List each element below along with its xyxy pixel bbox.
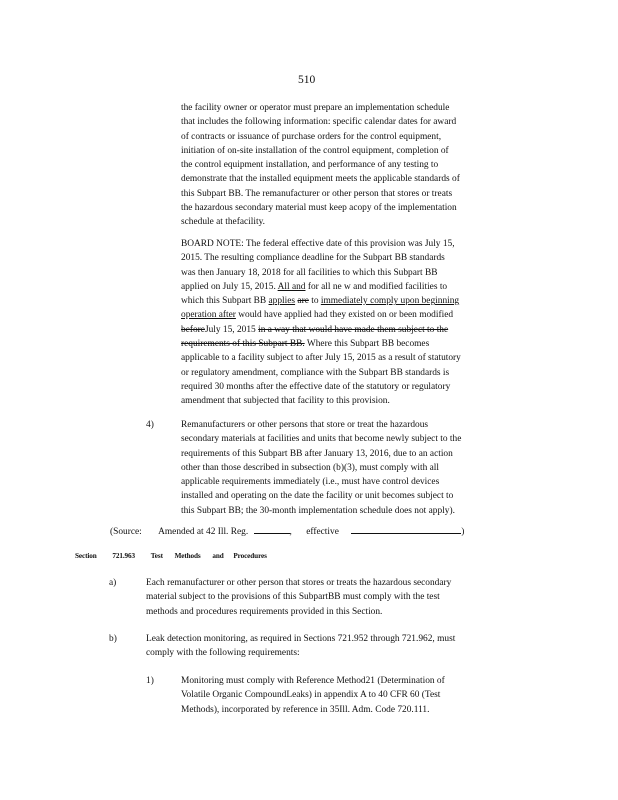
page-number: 510: [298, 74, 316, 86]
text-line: that includes the following information: specific calendar dates for award: [181, 117, 457, 128]
source-prefix: (Source:: [110, 527, 142, 537]
inserted-text: operation after: [181, 310, 236, 321]
text-line: Methods), incorporated by reference in 35Ill. Adm. Code 720.111.: [181, 704, 430, 715]
source-note: [110, 524, 464, 537]
source-close: ): [461, 527, 465, 537]
section-label: Section: [75, 552, 97, 560]
section-title-word: and: [212, 552, 224, 560]
text-line: BOARD NOTE: The federal effective date of this provision was July 15,: [181, 239, 455, 249]
text-line: schedule at thefacility.: [181, 217, 265, 228]
text-span: July 15, 2015: [204, 324, 256, 335]
section-title-word: Test: [150, 552, 163, 560]
text-line: applicable to a facility subject to after July 15, 2015 as a result of statutory: [181, 353, 461, 364]
text-line: this Subpart BB. The remanufacturer or other person that stores or treats: [181, 188, 453, 199]
source-comma: ,: [289, 527, 292, 537]
text-line: secondary materials at facilities and units that become newly subject to the: [181, 434, 462, 445]
text-line: this Subpart BB; the 30-month implementation schedule does not apply).: [181, 505, 455, 516]
text-line: Each remanufacturer or other person that stores or treats the hazardous secondary: [146, 578, 452, 588]
inserted-text: All and: [277, 281, 306, 292]
text-line: material subject to the provisions of this SubpartBB must comply with the test: [146, 592, 440, 603]
text-line: the hazardous secondary material must keep acopy of the implementation: [181, 203, 457, 214]
text-span: Where this Subpart BB becomes: [306, 339, 430, 350]
effective-date-blank: [351, 524, 461, 534]
section-number: 721.963: [112, 552, 136, 560]
section-title-word: Methods: [174, 552, 201, 560]
deleted-text: requirements of this Subpart BB.: [181, 339, 305, 350]
register-blank: [254, 524, 290, 534]
deleted-text: in a way that would have made them subject to the: [258, 324, 449, 335]
list-marker-b: b): [109, 634, 117, 644]
item-a-paragraph: [146, 576, 540, 619]
text-line: the facility owner or operator must prepare an implementation schedule: [181, 103, 450, 113]
text-line: applicable requirements immediately (i.e., must have control devices: [181, 477, 440, 488]
text-line: [181, 308, 541, 322]
text-line: [181, 294, 541, 308]
text-line: amendment that subjected that facility to this provision.: [181, 396, 390, 407]
text-line: Volatile Organic CompoundLeaks) in appendix A to 40 CFR 60 (Test: [181, 690, 441, 701]
inserted-text: immediately comply upon beginning: [320, 296, 460, 307]
source-amended: Amended at 42 Ill. Reg.: [158, 527, 249, 537]
text-line: other than those described in subsection (b)(3), must comply with all: [181, 462, 440, 473]
section-title-word: Procedures: [233, 552, 267, 560]
board-note-paragraph: [181, 237, 541, 409]
text-line: methods and procedures requirements provided in this Section.: [146, 606, 383, 617]
deleted-text: are: [297, 296, 309, 307]
text-line: of contracts or issuance of purchase orders for the control equipment,: [181, 131, 442, 142]
text-line: [181, 280, 541, 294]
item-b1-paragraph: [181, 674, 521, 717]
source-effective: effective: [306, 527, 339, 537]
inserted-text: applies: [268, 296, 296, 307]
text-line: comply with the following requirements:: [146, 648, 300, 659]
text-line: Remanufacturers or other persons that store or treat the hazardous: [181, 420, 429, 430]
text-line: requirements of this Subpart BB after January 13, 2016, due to an action: [181, 448, 453, 459]
text-line: required 30 months after the effective date of the statutory or regulatory: [181, 381, 451, 392]
text-line: [181, 337, 541, 351]
implementation-schedule-paragraph: [181, 101, 541, 230]
text-line: installed and operating on the date the facility or unit becomes subject to: [181, 491, 454, 502]
text-line: Leak detection monitoring, as required in Sections 721.952 through 721.962, must: [146, 634, 456, 644]
text-line: demonstrate that the installed equipment meets the applicable standards of: [181, 174, 460, 185]
text-line: or regulatory amendment, compliance with the Subpart BB standards is: [181, 367, 450, 378]
list-marker-4: 4): [146, 420, 154, 430]
text-span: which this Subpart BB: [181, 296, 267, 307]
list-marker-1: 1): [146, 676, 154, 686]
text-line: [181, 323, 541, 337]
text-line: Monitoring must comply with Reference Method21 (Determination of: [181, 676, 445, 686]
text-line: initiation of on-site installation of the control equipment, completion of: [181, 145, 449, 156]
text-line: was then January 18, 2018 for all facilities to which this Subpart BB: [181, 267, 438, 278]
text-span: applied on July 15, 2015.: [181, 281, 276, 292]
section-heading: [75, 552, 267, 560]
text-span: would have applied had they existed on or been modified: [238, 310, 454, 321]
text-span: to: [311, 296, 319, 307]
deleted-text: before: [181, 324, 205, 335]
text-line: the control equipment installation, and performance of any testing to: [181, 160, 439, 171]
item-b-paragraph: [146, 632, 540, 661]
list-marker-a: a): [109, 578, 117, 588]
text-line: 2015. The resulting compliance deadline for the Subpart BB standards: [181, 253, 445, 264]
text-span: for all ne w and modified facilities to: [307, 281, 448, 292]
item-4-paragraph: [181, 418, 541, 518]
